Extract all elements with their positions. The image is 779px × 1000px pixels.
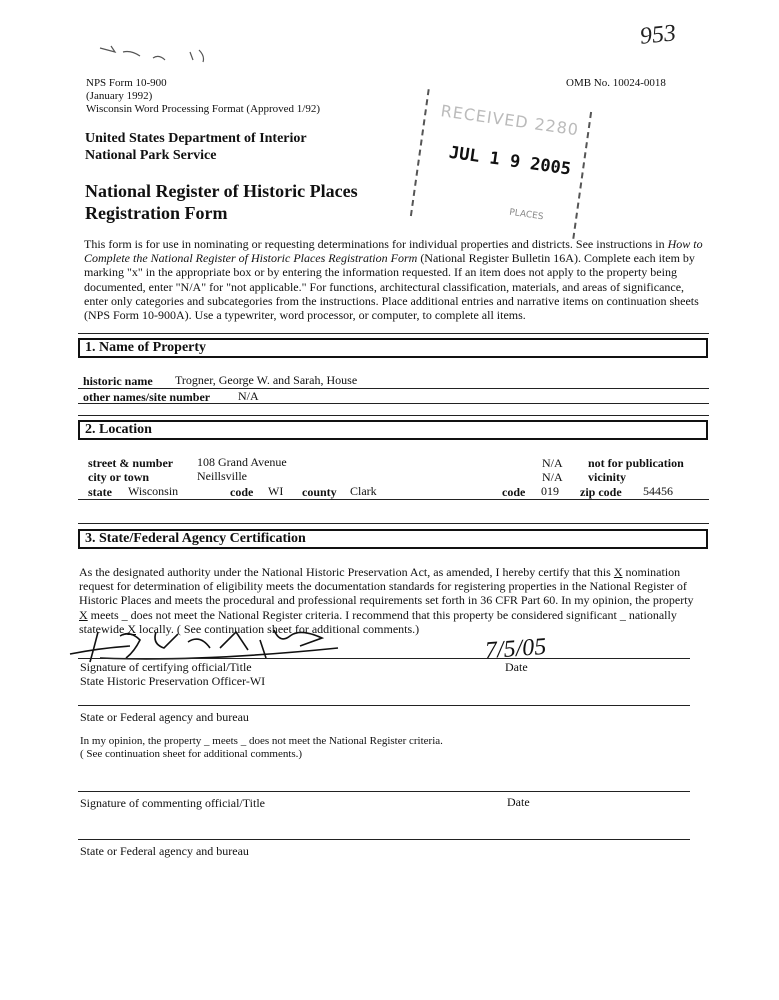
- department-name: United States Department of Interior: [85, 131, 307, 146]
- signature-line: [78, 658, 690, 659]
- intro-l2b: (National Register Bulletin 16A). Complete each item by: [417, 251, 695, 266]
- intro-l5: enter only categories and subcategories from the instructions. Place additional entries and narrative items on continuation sheets: [84, 293, 699, 308]
- officer-title: State Historic Preservation Officer-WI: [80, 674, 266, 688]
- opinion-line-2: ( See continuation sheet for additional comments.): [80, 748, 303, 760]
- city-na: N/A: [542, 470, 563, 484]
- stamp-bottom-text: PLACES: [508, 207, 545, 223]
- intro-l4: documented, enter "N/A" for "not applicable." For functions, architectural classification, materials, and areas of significance,: [84, 279, 685, 294]
- cert-p2: request for determination of eligibility meets the documentation standards for registering properties in the National Register of: [79, 579, 687, 594]
- agency-line-2: [78, 839, 690, 840]
- cert-nomination-mark: X: [613, 565, 623, 579]
- section1-header: [78, 338, 708, 358]
- form-title-line2: Registration Form: [85, 203, 228, 223]
- agency-label-2: State or Federal agency and bureau: [80, 844, 249, 858]
- city-label: city or town: [88, 470, 150, 484]
- cert-statewide-mark: X: [127, 621, 136, 636]
- scribble-marks: [95, 38, 235, 68]
- not-for-publication: not for publication: [588, 456, 684, 470]
- cert-p4: meets _ does not meet the National Register criteria. I recommend that this property be considered significant _ nationally: [87, 607, 677, 622]
- section3-header: [78, 529, 708, 549]
- section1-heading: 1. Name of Property: [85, 340, 207, 355]
- cert-p5b: locally. ( See continuation sheet for additional comments.): [136, 621, 420, 636]
- other-names-label: other names/site number: [83, 390, 211, 404]
- historic-name-label: historic name: [83, 374, 153, 388]
- street-label: street & number: [88, 456, 174, 470]
- agency-line: [78, 705, 690, 706]
- cert-p5a: statewide: [79, 621, 128, 636]
- historic-name-value: Trogner, George W. and Sarah, House: [175, 373, 358, 387]
- other-names-value: N/A: [238, 389, 259, 403]
- cert-meets-mark: X: [79, 607, 88, 622]
- handwritten-date: 7/5/05: [484, 633, 548, 665]
- cert-p1a: As the designated authority under the National Historic Preservation Act, as amended, I hereby certify that this: [79, 565, 614, 579]
- state-label: state: [88, 485, 112, 499]
- street-na: N/A: [542, 456, 563, 470]
- county-code-value: 019: [541, 484, 559, 498]
- state-code-value: WI: [268, 484, 284, 498]
- zip-label: zip code: [580, 485, 622, 499]
- stamp-top-text: RECEIVED 2280: [439, 101, 581, 140]
- form-number: NPS Form 10-900: [86, 77, 167, 89]
- divider: [78, 388, 709, 389]
- form-format: Wisconsin Word Processing Format (Approved 1/92): [86, 103, 321, 115]
- commenting-date-label: Date: [507, 795, 530, 809]
- county-code-label: code: [502, 485, 526, 499]
- intro-paragraph: [84, 237, 714, 322]
- intro-l3: marking "x" in the appropriate box or by entering the information requested. If an item does not apply to the property being: [84, 265, 677, 280]
- intro-l1a: This form is for use in nominating or requesting determinations for individual properties and districts. See instructions in: [84, 237, 668, 251]
- received-stamp: [410, 89, 592, 239]
- handwritten-page-number: 953: [638, 20, 678, 50]
- zip-value: 54456: [643, 484, 673, 498]
- divider: [78, 333, 709, 334]
- stamp-date: JUL 1 9 2005: [447, 142, 573, 180]
- section2-heading: 2. Location: [85, 422, 152, 437]
- form-date: (January 1992): [86, 90, 153, 102]
- agency-label-1: State or Federal agency and bureau: [80, 710, 249, 724]
- state-code-label: code: [230, 485, 254, 499]
- intro-l1b: How to: [667, 237, 703, 251]
- divider: [78, 415, 709, 416]
- commenting-signature-label: Signature of commenting official/Title: [80, 796, 265, 810]
- street-value: 108 Grand Avenue: [197, 455, 287, 469]
- intro-l2a: Complete the National Register of Historic Places Registration Form: [84, 251, 418, 266]
- commenting-signature-line: [78, 791, 690, 792]
- date-label: Date: [505, 660, 528, 674]
- cert-p3: Historic Places and meets the procedural and professional requirements set forth in 36 CFR Part 60. In my opinion, the property: [79, 593, 694, 608]
- section3-heading: 3. State/Federal Agency Certification: [85, 531, 306, 546]
- agency-name: National Park Service: [85, 148, 217, 163]
- city-value: Neillsville: [197, 469, 247, 483]
- divider: [78, 499, 709, 500]
- omb-number: OMB No. 10024-0018: [566, 77, 666, 89]
- cert-p1b: nomination: [622, 565, 681, 579]
- county-value: Clark: [350, 484, 377, 498]
- intro-l6: (NPS Form 10-900A). Use a typewriter, word processor, or computer, to complete all items.: [84, 308, 526, 323]
- section2-header: [78, 420, 708, 440]
- vicinity-label: vicinity: [588, 470, 626, 484]
- form-title-line1: National Register of Historic Places: [85, 181, 358, 201]
- divider: [78, 403, 709, 404]
- state-value: Wisconsin: [128, 484, 179, 498]
- opinion-line-1: In my opinion, the property _ meets _ does not meet the National Register criteria.: [80, 735, 443, 747]
- signature-label: Signature of certifying official/Title: [80, 660, 252, 674]
- divider: [78, 523, 709, 524]
- county-label: county: [302, 485, 337, 499]
